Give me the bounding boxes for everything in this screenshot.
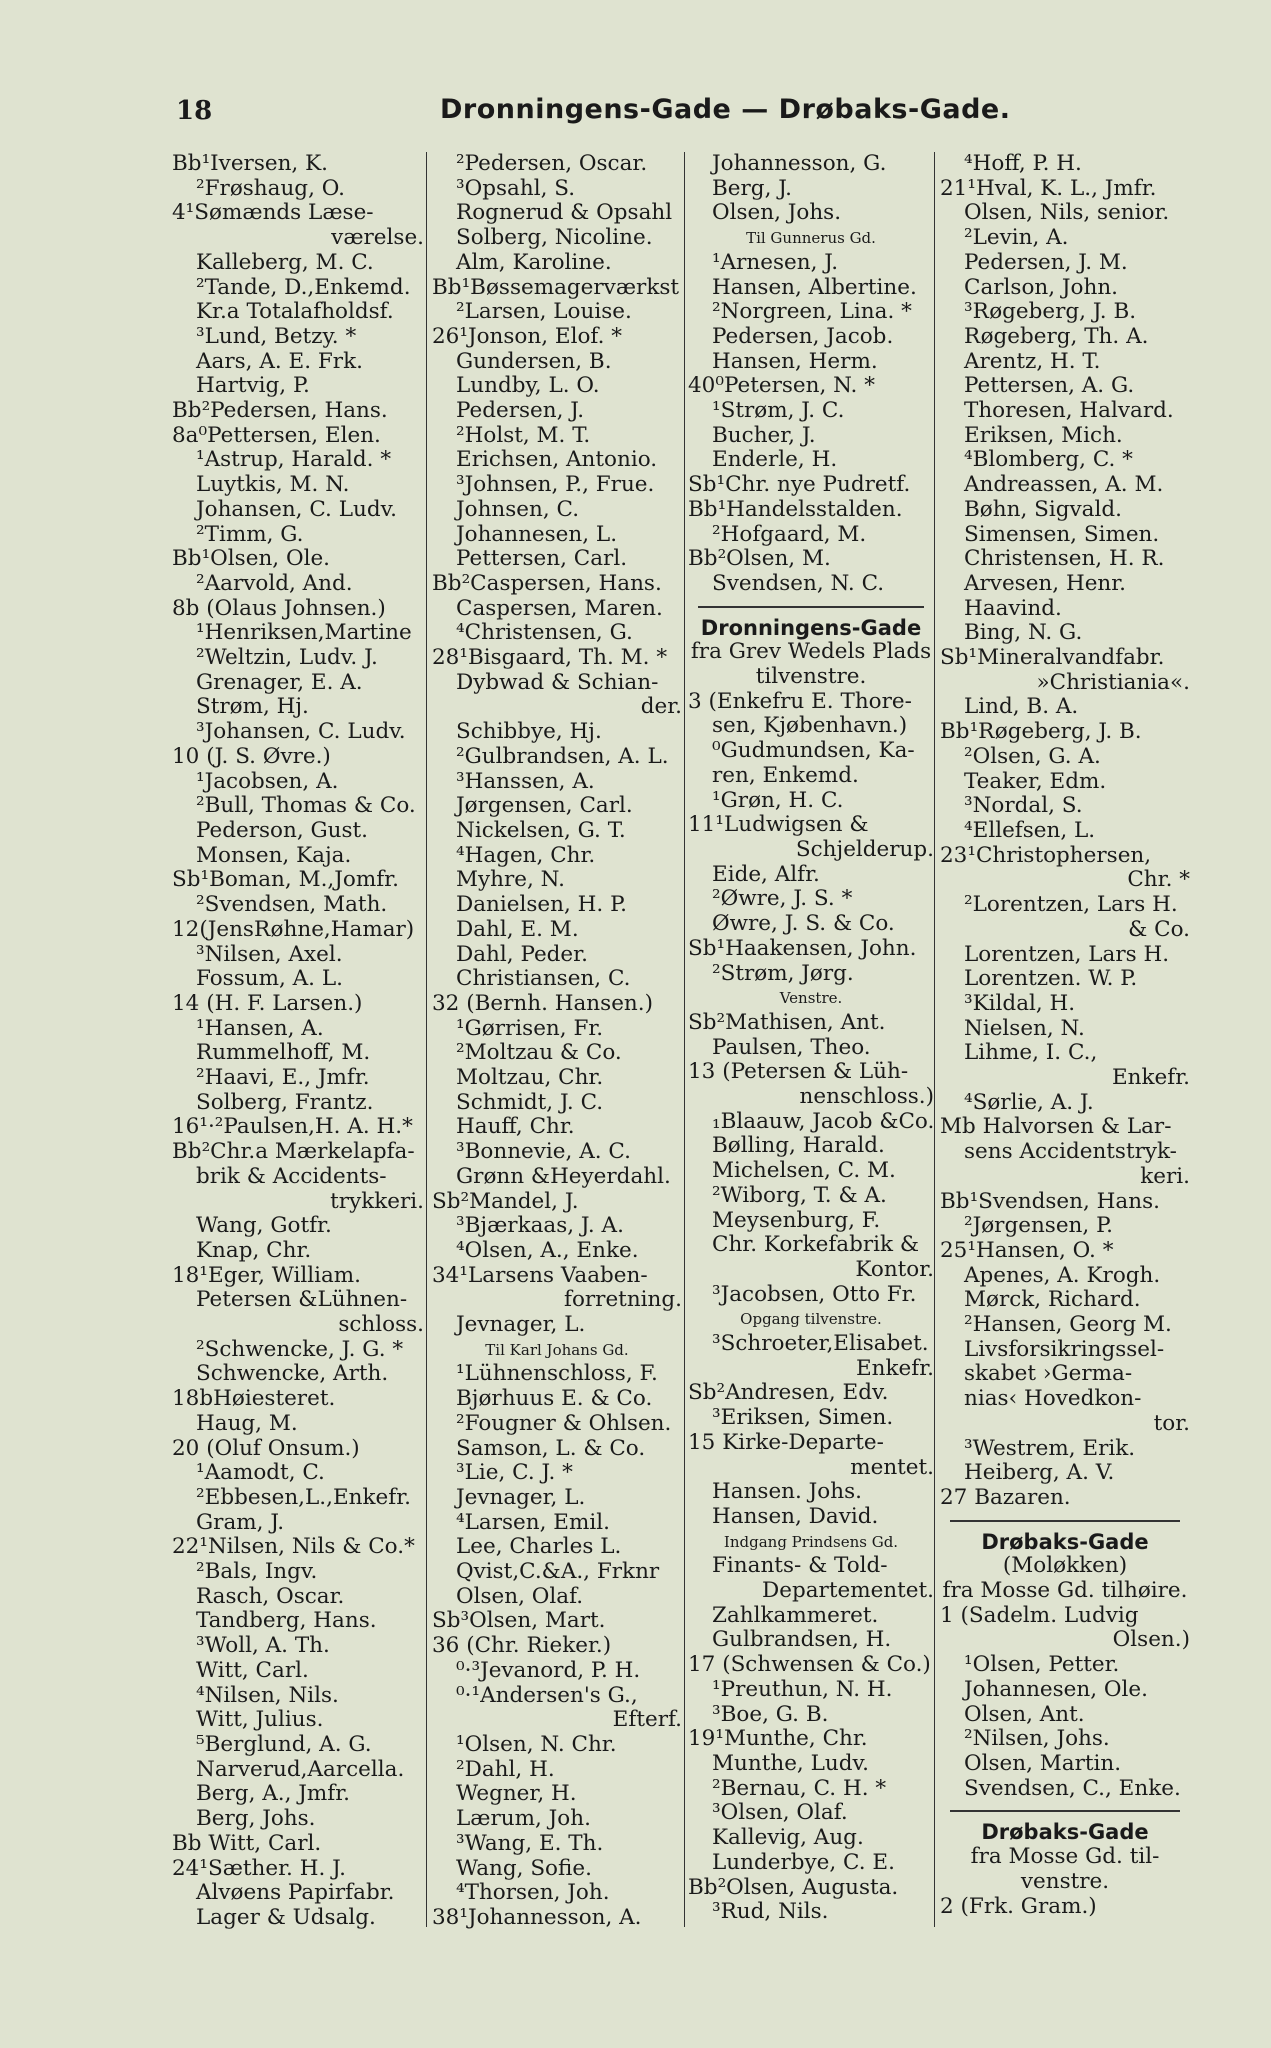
directory-entry: Chr. *: [1127, 868, 1190, 893]
directory-entry: Bølling, Harald.: [712, 1134, 885, 1159]
directory-entry: Bb²Olsen, Augusta.: [688, 1875, 899, 1900]
directory-entry: ²Bals, Ingv.: [196, 1560, 318, 1585]
directory-entry: Bjørhuus E. & Co.: [456, 1387, 653, 1412]
directory-entry: Danielsen, H. P.: [456, 893, 628, 918]
directory-entry: Olsen, Nils, senior.: [964, 201, 1170, 226]
directory-entry: Pedersen, J. M.: [964, 250, 1128, 275]
directory-entry: Erichsen, Antonio.: [456, 448, 658, 473]
directory-entry: Lunderbye, C. E.: [712, 1850, 895, 1875]
directory-entry: forretning.: [564, 1288, 682, 1313]
directory-entry: Røgeberg, Th. A.: [964, 324, 1149, 349]
directory-entry: Olsen, Olaf.: [456, 1584, 584, 1609]
directory-entry: Rummelhoff, M.: [196, 1041, 371, 1066]
directory-entry: Johannesen, L.: [456, 522, 618, 547]
directory-entry: Sb²Andresen, Edv.: [688, 1381, 889, 1406]
directory-entry: Qvist,C.&A., Frknr: [456, 1560, 660, 1585]
directory-entry: Sb¹Haakensen, John.: [688, 936, 917, 961]
directory-entry: ²Lorentzen, Lars H.: [964, 893, 1178, 918]
directory-entry: Meysenburg, F.: [712, 1208, 881, 1233]
directory-entry: 28¹Bisgaard, Th. M. *: [432, 646, 668, 671]
directory-entry: Christiansen, C.: [456, 967, 631, 992]
directory-entry: Lager & Udsalg.: [196, 1905, 376, 1930]
directory-entry: Solberg, Frantz.: [196, 1090, 374, 1115]
directory-entry: 18bHøiesteret.: [172, 1387, 336, 1412]
directory-entry: Knap, Chr.: [196, 1238, 312, 1263]
directory-entry: Jevnager, L.: [456, 1313, 586, 1338]
directory-entry: Arentz, H. T.: [964, 349, 1101, 374]
directory-entry: Haavind.: [964, 596, 1062, 621]
directory-entry: ²Øwre, J. S. *: [712, 887, 853, 912]
directory-entry: Svendsen, N. C.: [712, 571, 885, 596]
directory-entry: Dahl, E. M.: [456, 917, 579, 942]
directory-entry: 15 Kirke-Departe-: [688, 1430, 884, 1455]
directory-entry: ⁴Christensen, G.: [456, 621, 633, 646]
directory-entry: Lorentzen. W. P.: [964, 967, 1138, 992]
directory-entry: 40⁰Petersen, N. *: [688, 374, 875, 399]
directory-entry: ³Wang, E. Th.: [456, 1831, 604, 1856]
directory-entry: Berg, J.: [712, 176, 793, 201]
directory-entry: & Co.: [1128, 917, 1190, 942]
directory-entry: ²Jørgensen, P.: [964, 1214, 1114, 1239]
directory-entry: ren, Enkemd.: [712, 763, 859, 788]
directory-entry: Alm, Karoline.: [456, 250, 612, 275]
directory-entry: ³Westrem, Erik.: [964, 1436, 1136, 1461]
directory-entry: Johannesson, G.: [712, 152, 887, 176]
directory-entry: Gram, J.: [196, 1510, 285, 1535]
directory-entry: Til Gunnerus Gd.: [746, 229, 876, 248]
directory-entry: Rasch, Oscar.: [196, 1584, 345, 1609]
directory-entry: Caspersen, Maren.: [456, 596, 663, 621]
directory-entry: Berg, A., Jmfr.: [196, 1782, 350, 1807]
directory-entry: Wegner, H.: [456, 1782, 577, 1807]
directory-entry: ¹Arnesen, J.: [712, 250, 839, 275]
directory-entry: Indgang Prindsens Gd.: [723, 1532, 899, 1551]
directory-entry: Schwencke, Arth.: [196, 1362, 389, 1387]
directory-entry: Petersen &Lühnen-: [196, 1288, 408, 1313]
directory-entry: Departementet.: [762, 1579, 934, 1604]
directory-entry: ⁴Hoff, P. H.: [964, 152, 1082, 176]
directory-entry: Bb²Chr.a Mærkelapfa-: [172, 1140, 415, 1165]
directory-entry: (Moløkken): [1002, 1554, 1128, 1579]
directory-entry: 13 (Petersen & Lüh-: [688, 1060, 909, 1085]
directory-entry: Schjelderup.: [795, 837, 934, 862]
directory-entry: Nielsen, N.: [964, 1016, 1085, 1041]
directory-entry: Aars, A. E. Frk.: [196, 349, 363, 374]
directory-entry: ⁵Berglund, A. G.: [196, 1733, 372, 1757]
directory-entry: Zahlkammeret.: [712, 1603, 879, 1628]
directory-entry: 10 (J. S. Øvre.): [172, 744, 331, 769]
directory-entry: ³Olsen, Olaf.: [712, 1801, 848, 1826]
directory-column-4: [940, 152, 1190, 1919]
directory-entry: ³Lund, Betzy. *: [196, 324, 357, 349]
directory-entry: Hansen, David.: [712, 1504, 879, 1529]
directory-entry: Schibbye, Hj.: [456, 720, 602, 745]
directory-entry: Bøhn, Sigvald.: [964, 497, 1122, 522]
directory-entry: 21¹Hval, K. L., Jmfr.: [940, 176, 1157, 201]
directory-entry: Bb¹Røgeberg, J. B.: [940, 720, 1142, 745]
directory-entry: Monsen, Kaja.: [196, 843, 352, 868]
directory-entry: ²Bull, Thomas & Co.: [196, 794, 416, 819]
directory-entry: Dahl, Peder.: [456, 942, 588, 967]
directory-entry: ¹Jacobsen, A.: [196, 769, 339, 794]
directory-entry: Bucher, J.: [712, 423, 816, 448]
directory-entry: trykkeri.: [330, 1189, 424, 1214]
directory-entry: Bb Witt, Carl.: [172, 1831, 322, 1856]
section-heading: Dronningens-Gade: [700, 615, 922, 640]
directory-entry: ²Frøshaug, O.: [196, 176, 345, 201]
directory-entry: Kalleberg, M. C.: [196, 250, 374, 275]
directory-entry: Pedersen, Jacob.: [712, 324, 894, 349]
directory-entry: 38¹Johannesson, A.: [432, 1905, 642, 1930]
directory-entry: ³Opsahl, S.: [456, 176, 576, 201]
directory-entry: ⁴Ellefsen, L.: [964, 818, 1096, 843]
directory-entry: Grenager, E. A.: [196, 670, 363, 695]
directory-entry: ³Rud, Nils.: [712, 1900, 829, 1925]
directory-entry: Lorentzen, Lars H.: [964, 942, 1170, 967]
directory-entry: Livsforsikringssel-: [964, 1337, 1165, 1362]
directory-entry: ²Moltzau & Co.: [456, 1041, 622, 1066]
directory-entry: Kallevig, Aug.: [712, 1826, 864, 1851]
directory-entry: 3 (Enkefru E. Thore-: [688, 689, 912, 714]
directory-column-2: [432, 152, 682, 1931]
directory-entry: Christensen, H. R.: [964, 547, 1165, 572]
directory-entry: Hansen. Johs.: [712, 1480, 862, 1505]
directory-entry: Enderle, H.: [712, 448, 838, 473]
directory-entry: Jørgensen, Carl.: [456, 794, 633, 819]
directory-entry: ¹Strøm, J. C.: [712, 399, 845, 424]
directory-entry: Haug, M.: [196, 1411, 298, 1436]
directory-entry: Munthe, Ludv.: [712, 1752, 869, 1776]
directory-entry: Fossum, A. L.: [196, 967, 343, 992]
directory-entry: sens Accidentstryk-: [964, 1140, 1177, 1165]
directory-entry: venstre.: [1020, 1869, 1110, 1894]
directory-entry: Sb¹Boman, M.,Jomfr.: [172, 868, 399, 893]
directory-entry: Luytkis, M. N.: [196, 473, 350, 498]
directory-entry: Pedersen, J.: [456, 399, 585, 424]
directory-entry: ³Nordal, S.: [964, 794, 1083, 819]
directory-entry: Wang, Gotfr.: [196, 1214, 332, 1239]
directory-entry: 34¹Larsens Vaaben-: [432, 1263, 648, 1288]
directory-entry: Hansen, Herm.: [712, 349, 878, 374]
directory-entry: ¹Hansen, A.: [196, 1016, 324, 1041]
directory-entry: Gundersen, B.: [456, 349, 612, 374]
directory-entry: nias‹ Hovedkon-: [964, 1387, 1142, 1412]
directory-entry: 1 (Sadelm. Ludvig: [940, 1603, 1139, 1628]
directory-entry: Sb¹Chr. nye Pudretf.: [688, 473, 911, 498]
directory-entry: Johansen, C. Ludv.: [196, 497, 398, 522]
directory-entry: ⁴Blomberg, C. *: [964, 448, 1133, 473]
section-heading: Drøbaks-Gade: [981, 1820, 1149, 1845]
directory-entry: ³Johansen, C. Ludv.: [196, 720, 406, 745]
directory-entry: Paulsen, Theo.: [712, 1035, 871, 1060]
directory-entry: mentet.: [850, 1455, 934, 1480]
directory-entry: ²Weltzin, Ludv. J.: [196, 646, 378, 671]
directory-entry: Gulbrandsen, H.: [712, 1628, 892, 1653]
directory-entry: ³Bjærkaas, J. A.: [456, 1214, 624, 1239]
directory-entry: Arvesen, Henr.: [964, 571, 1127, 596]
directory-entry: ²Nilsen, Johs.: [964, 1727, 1110, 1752]
directory-entry: Bb¹Svendsen, Hans.: [940, 1189, 1160, 1214]
directory-entry: ⁴Larsen, Emil.: [456, 1510, 610, 1535]
section-heading: Drøbaks-Gade: [981, 1529, 1149, 1554]
directory-entry: Lee, Charles L.: [456, 1535, 622, 1560]
directory-entry: ³Lie, C. J. *: [456, 1461, 573, 1486]
directory-entry: ³Schroeter,Elisabet.: [712, 1332, 929, 1357]
directory-entry: Olsen, Johs.: [712, 201, 842, 226]
directory-entry: fra Grev Wedels Plads: [690, 640, 932, 665]
directory-entry: ⁰Gudmundsen, Ka-: [712, 739, 915, 764]
directory-entry: Sb¹Mineralvandfabr.: [940, 646, 1165, 671]
directory-entry: Bb¹Olsen, Ole.: [172, 547, 331, 572]
directory-entry: tor.: [1153, 1411, 1190, 1436]
directory-entry: ²Bernau, C. H. *: [712, 1776, 887, 1801]
directory-entry: Johnsen, C.: [456, 497, 580, 522]
directory-entry: ²Pedersen, Oscar.: [456, 152, 648, 176]
directory-entry: ²Gulbrandsen, A. L.: [456, 744, 669, 769]
directory-entry: Svendsen, C., Enke.: [964, 1776, 1181, 1801]
directory-entry: Kr.a Totalafholdsf.: [196, 300, 394, 325]
directory-entry: Witt, Carl.: [196, 1658, 309, 1683]
directory-entry: Michelsen, C. M.: [712, 1159, 896, 1184]
directory-entry: Simensen, Simen.: [964, 522, 1160, 547]
directory-entry: Grønn &Heyerdahl.: [456, 1164, 671, 1189]
directory-entry: ³Boe, G. B.: [712, 1702, 829, 1727]
directory-entry: ¹Lühnenschloss, F.: [456, 1362, 658, 1387]
directory-entry: ²Svendsen, Math.: [196, 893, 388, 918]
directory-entry: ²Ebbesen,L.,Enkefr.: [196, 1485, 411, 1510]
directory-entry: Opgang tilvenstre.: [740, 1310, 882, 1329]
directory-entry: 4¹Sømænds Læse-: [172, 201, 374, 226]
directory-entry: ¹Grøn, H. C.: [712, 788, 844, 813]
directory-entry: Bb²Pedersen, Hans.: [172, 399, 388, 424]
directory-entry: 16¹·²Paulsen,H. A. H.*: [172, 1115, 413, 1140]
directory-entry: 36 (Chr. Rieker.): [432, 1634, 612, 1659]
directory-entry: 14 (H. F. Larsen.): [172, 991, 363, 1016]
directory-entry: 25¹Hansen, O. *: [940, 1238, 1114, 1263]
directory-entry: ¹Preuthun, N. H.: [712, 1677, 893, 1702]
directory-entry: Lundby, L. O.: [456, 374, 600, 399]
directory-entry: ¹Gørrisen, Fr.: [456, 1016, 604, 1041]
directory-entry: Venstre.: [779, 989, 843, 1008]
directory-entry: Hauff, Chr.: [456, 1115, 575, 1140]
directory-entry: værelse.: [331, 226, 424, 251]
directory-entry: Eriksen, Mich.: [964, 423, 1123, 448]
directory-entry: Hartvig, P.: [196, 374, 310, 399]
directory-entry: Samson, L. & Co.: [456, 1436, 646, 1461]
directory-entry: 20 (Oluf Onsum.): [172, 1436, 360, 1461]
directory-entry: ²Haavi, E., Jmfr.: [196, 1066, 370, 1091]
directory-entry: tilvenstre.: [755, 665, 867, 690]
directory-entry: ³Johnsen, P., Frue.: [456, 473, 655, 498]
directory-entry: Pettersen, A. G.: [964, 374, 1135, 399]
directory-entry: ³Nilsen, Axel.: [196, 942, 343, 967]
directory-entry: 19¹Munthe, Chr.: [688, 1727, 868, 1752]
directory-entry: ³Woll, A. Th.: [196, 1634, 330, 1659]
directory-entry: Rognerud & Opsahl: [456, 201, 673, 226]
directory-entry: 8b (Olaus Johnsen.): [172, 596, 386, 621]
directory-entry: Øwre, J. S. & Co.: [712, 912, 895, 937]
directory-entry: ¹Aamodt, C.: [196, 1461, 325, 1486]
directory-entry: 12(JensRøhne,Hamar): [172, 917, 415, 942]
directory-entry: Bb¹Handelsstalden.: [688, 497, 903, 522]
directory-entry: Carlson, John.: [964, 275, 1119, 300]
directory-entry: ⁴Thorsen, Joh.: [456, 1881, 610, 1906]
directory-entry: Bb²Caspersen, Hans.: [432, 571, 662, 596]
directory-entry: ¹Henriksen,Martine: [196, 621, 412, 646]
directory-entry: Eide, Alfr.: [712, 862, 820, 887]
directory-entry: keri.: [1140, 1164, 1190, 1189]
directory-entry: Apenes, A. Krogh.: [964, 1263, 1161, 1288]
directory-entry: Sb²Mathisen, Ant.: [688, 1010, 886, 1035]
directory-entry: Lihme, I. C.,: [964, 1041, 1098, 1066]
directory-entry: Hansen, Albertine.: [712, 275, 917, 300]
directory-entry: ²Tande, D.,Enkemd.: [196, 275, 411, 300]
directory-entry: ²Fougner & Ohlsen.: [456, 1411, 672, 1436]
directory-entry: 17 (Schwensen & Co.): [688, 1653, 931, 1678]
directory-entry: 23¹Christophersen,: [940, 843, 1152, 868]
column-rule: [426, 152, 427, 1927]
directory-entry: ²Aarvold, And.: [196, 571, 353, 596]
directory-entry: ²Timm, G.: [196, 522, 304, 547]
page-header: Dronningens-Gade — Drøbaks-Gade.: [440, 94, 1011, 125]
directory-entry: ⁰·¹Andersen's G.,: [456, 1683, 638, 1708]
directory-entry: ³Kildal, H.: [964, 991, 1076, 1016]
directory-entry: Schmidt, J. C.: [456, 1090, 604, 1115]
directory-entry: ³Eriksen, Simen.: [712, 1406, 894, 1431]
directory-entry: 27 Bazaren.: [940, 1485, 1071, 1510]
directory-entry: ³Hanssen, A.: [456, 769, 595, 794]
directory-entry: 2 (Frk. Gram.): [940, 1894, 1097, 1919]
directory-entry: sen, Kjøbenhavn.): [712, 714, 908, 739]
directory-entry: ⁴Nilsen, Nils.: [196, 1683, 339, 1708]
directory-entry: Lærum, Joh.: [456, 1807, 591, 1832]
directory-entry: Bing, N. G.: [964, 621, 1083, 646]
directory-entry: ³Bonnevie, A. C.: [456, 1140, 631, 1165]
directory-column-3: [688, 152, 934, 1925]
directory-entry: Finants- & Told-: [712, 1554, 888, 1579]
directory-entry: Witt, Julius.: [196, 1708, 324, 1733]
section-rule: [950, 1520, 1180, 1522]
directory-entry: Kontor.: [855, 1257, 934, 1282]
directory-entry: ₁Blaauw, Jacob &Co.: [712, 1109, 934, 1134]
directory-entry: Olsen.): [1112, 1628, 1190, 1653]
directory-entry: ³Røgeberg, J. B.: [964, 300, 1137, 325]
directory-entry: Lind, B. A.: [964, 695, 1079, 720]
directory-entry: 24¹Sæther. H. J.: [172, 1856, 346, 1881]
directory-entry: Enkefr.: [1111, 1066, 1190, 1091]
page-number: 18: [176, 96, 213, 126]
directory-entry: Enkefr.: [855, 1356, 934, 1381]
directory-entry: Tandberg, Hans.: [196, 1609, 377, 1634]
directory-entry: Chr. Korkefabrik &: [712, 1233, 920, 1258]
directory-entry: 26¹Jonson, Elof. *: [432, 324, 623, 349]
section-rule: [698, 606, 924, 608]
directory-entry: Dybwad & Schian-: [456, 670, 659, 695]
directory-entry: Jevnager, L.: [456, 1485, 586, 1510]
directory-entry: ³Jacobsen, Otto Fr.: [712, 1282, 917, 1307]
directory-entry: nenschloss.): [799, 1085, 934, 1110]
directory-entry: Efterf.: [612, 1708, 682, 1733]
directory-entry: ⁰·³Jevanord, P. H.: [456, 1658, 641, 1683]
directory-entry: 11¹Ludwigsen &: [688, 813, 869, 838]
directory-entry: Olsen, Ant.: [964, 1702, 1085, 1727]
directory-entry: fra Mosse Gd. tilhøire.: [942, 1579, 1188, 1604]
directory-entry: Bb¹Iversen, K.: [172, 152, 328, 176]
directory-entry: Sb³Olsen, Mart.: [432, 1609, 606, 1634]
directory-entry: Moltzau, Chr.: [456, 1066, 604, 1091]
directory-entry: ²Dahl, H.: [456, 1757, 555, 1782]
directory-entry: ²Schwencke, J. G. *: [196, 1337, 404, 1362]
directory-entry: Narverud,Aarcella.: [196, 1757, 405, 1782]
directory-entry: Heiberg, A. V.: [964, 1461, 1115, 1486]
directory-entry: ²Larsen, Louise.: [456, 300, 632, 325]
column-rule: [934, 152, 935, 1927]
directory-entry: ²Holst, M. T.: [456, 423, 591, 448]
directory-entry: ²Strøm, Jørg.: [712, 961, 854, 986]
directory-entry: ²Hofgaard, M.: [712, 522, 867, 547]
directory-entry: ²Wiborg, T. & A.: [712, 1183, 887, 1208]
directory-entry: 18¹Eger, William.: [172, 1263, 362, 1288]
directory-entry: Berg, Johs.: [196, 1807, 316, 1832]
section-rule: [950, 1810, 1180, 1812]
directory-entry: ⁴Sørlie, A. J.: [964, 1090, 1094, 1115]
directory-entry: 22¹Nilsen, Nils & Co.*: [172, 1535, 415, 1560]
directory-entry: ¹Olsen, N. Chr.: [456, 1733, 617, 1757]
directory-entry: Johannesen, Ole.: [964, 1677, 1148, 1702]
directory-entry: Mb Halvorsen & Lar-: [940, 1115, 1172, 1140]
directory-entry: ²Hansen, Georg M.: [964, 1313, 1172, 1338]
directory-entry: ⁴Hagen, Chr.: [456, 843, 596, 868]
directory-entry: fra Mosse Gd. til-: [970, 1845, 1160, 1870]
directory-entry: Andreassen, A. M.: [964, 473, 1164, 498]
directory-entry: Strøm, Hj.: [196, 695, 309, 720]
directory-entry: Pettersen, Carl.: [456, 547, 628, 572]
column-rule: [684, 152, 685, 1927]
directory-entry: Sb²Mandel, J.: [432, 1189, 579, 1214]
directory-entry: Wang, Sofie.: [456, 1856, 592, 1881]
directory-entry: Mørck, Richard.: [964, 1288, 1141, 1313]
directory-entry: Olsen, Martin.: [964, 1752, 1122, 1776]
directory-entry: Thoresen, Halvard.: [964, 399, 1174, 424]
directory-entry: ¹Astrup, Harald. *: [196, 448, 392, 473]
directory-entry: ²Olsen, G. A.: [964, 744, 1101, 769]
directory-entry: Til Karl Johans Gd.: [485, 1340, 629, 1359]
directory-entry: Bb²Olsen, M.: [688, 547, 831, 572]
directory-entry: 8a⁰Pettersen, Elen.: [172, 423, 381, 448]
directory-entry: Pederson, Gust.: [196, 818, 369, 843]
directory-entry: schloss.: [338, 1313, 424, 1338]
directory-entry: Solberg, Nicoline.: [456, 226, 653, 251]
directory-entry: Nickelsen, G. T.: [456, 818, 626, 843]
directory-entry: Teaker, Edm.: [964, 769, 1107, 794]
directory-entry: Alvøens Papirfabr.: [196, 1881, 395, 1906]
directory-entry: ²Norgreen, Lina. *: [712, 300, 912, 325]
directory-entry: ²Levin, A.: [964, 226, 1069, 251]
directory-entry: der.: [640, 695, 682, 720]
directory-entry: Myhre, N.: [456, 868, 565, 893]
directory-entry: ¹Olsen, Petter.: [964, 1653, 1120, 1678]
directory-entry: brik & Accidents-: [196, 1164, 387, 1189]
directory-entry: 32 (Bernh. Hansen.): [432, 991, 653, 1016]
directory-entry: skabet ›Germa-: [964, 1362, 1133, 1387]
directory-entry: ⁴Olsen, A., Enke.: [456, 1238, 639, 1263]
directory-entry: Bb¹Bøssemagerværkst: [432, 275, 680, 300]
directory-entry: »Christiania«.: [1036, 670, 1190, 695]
directory-column-1: [172, 152, 424, 1931]
